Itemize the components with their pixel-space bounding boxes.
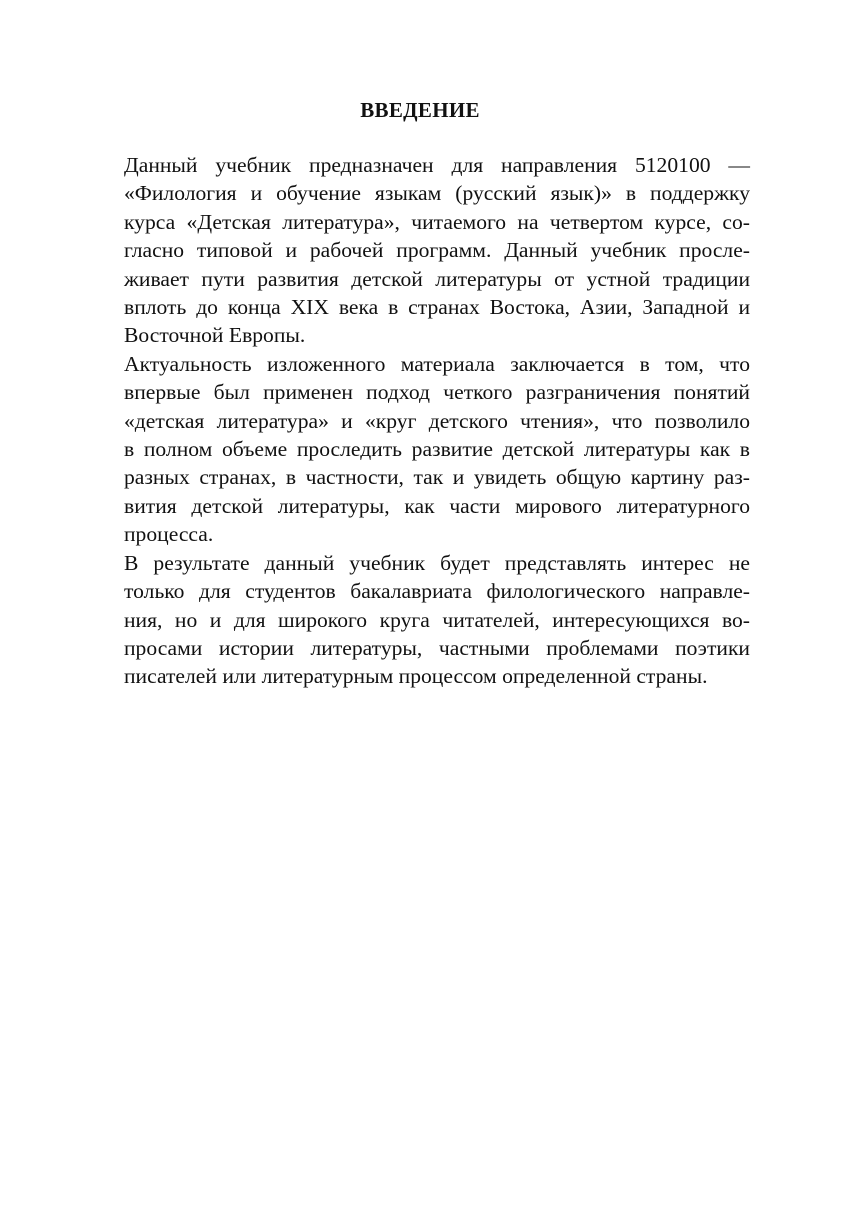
text-line: писателей или литературным процессом определенной страны.: [124, 664, 708, 689]
text-line: вития детской литературы, как части мирового литературного: [124, 493, 750, 518]
text-line: просами истории литературы, частными проблемами поэтики: [124, 635, 750, 660]
text-line: «Филология и обучение языкам (русский язык)» в поддержку: [124, 181, 750, 206]
text-line: живает пути развития детской литературы от устной традиции: [124, 266, 750, 291]
document-page: [90, 97, 750, 691]
paragraph-2: [90, 350, 750, 549]
text-line: вплоть до конца XIX века в странах Востока, Азии, Западной и: [124, 295, 750, 320]
text-line: только для студентов бакалавриата филологического направле-: [124, 579, 750, 604]
text-line: Актуальность изложенного материала заключается в том, что: [124, 351, 750, 376]
text-line: гласно типовой и рабочей программ. Данный учебник просле-: [124, 238, 750, 263]
text-line: «детская литература» и «круг детского чтения», что позволило: [124, 408, 750, 433]
text-line: курса «Детская литература», читаемого на четвертом курсе, со-: [124, 209, 750, 234]
text-line: ния, но и для широкого круга читателей, интересующихся во-: [124, 607, 750, 632]
text-line: Восточной Европы.: [124, 323, 306, 348]
paragraph-3: [90, 549, 750, 691]
text-line: в полном объеме проследить развитие детской литературы как в: [124, 437, 750, 462]
text-line: В результате данный учебник будет представлять интерес не: [124, 550, 750, 575]
page-title: ВВЕДЕНИЕ: [360, 98, 480, 122]
text-line: Данный учебник предназначен для направления 5120100 —: [124, 153, 750, 177]
text-line: впервые был применен подход четкого разграничения понятий: [124, 380, 750, 405]
text-line: разных странах, в частности, так и увидеть общую картину раз-: [124, 465, 750, 490]
text-line: процесса.: [124, 522, 214, 547]
paragraph-1: [90, 151, 750, 350]
